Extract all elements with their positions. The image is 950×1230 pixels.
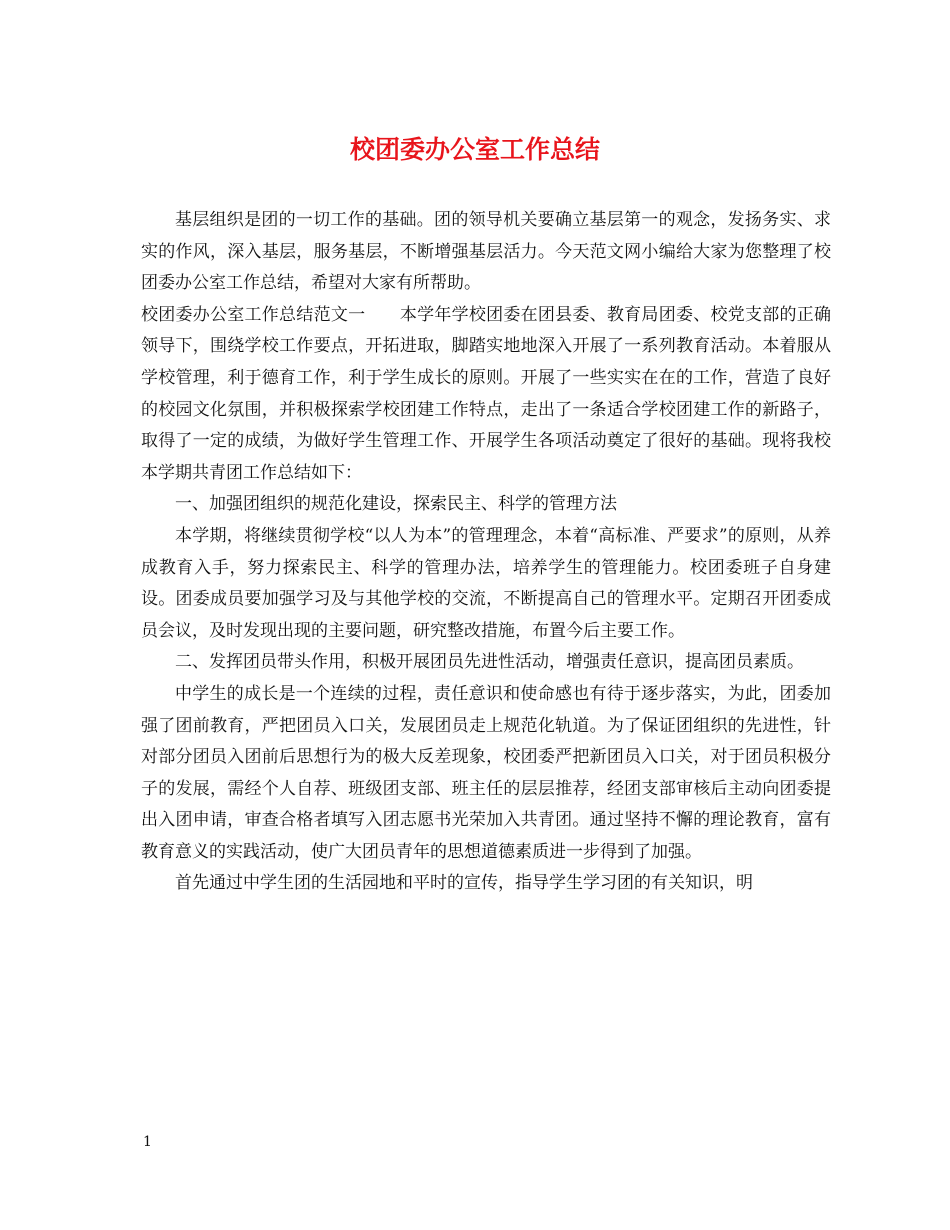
paragraph-sample-one: 校团委办公室工作总结范文一 本学年学校团委在团县委、教育局团委、校党支部的正确领导下，围绕学校工作要点，开拓进取，脚踏实地地深入开展了一系列教育活动。本着服从学校管理，利于德育工作，利于学生成长的原则。开展了一些实实在在的工作，营造了良好的校园文化氛围，并积极探索学校团建工作特点，走出了一条适合学校团建工作的新路子，取得了一定的成绩，为做好学生管理工作、开展学生各项活动奠定了很好的基础。现将我校本学期共青团工作总结如下： <box>141 304 831 483</box>
page-number: 1 <box>143 1134 152 1150</box>
paragraph-management: 本学期，将继续贯彻学校“以人为本”的管理理念，本着“高标准、严要求”的原则，从养成教育入手，努力探索民主、科学的管理办法，培养学生的管理能力。校团委班子自身建设。团委成员要加强学习及与其他学校的交流，不断提高自己的管理水平。定期召开团委成员会议，及时发现出现的主要问题，研究整改措施，布置今后主要工作。 <box>141 525 831 641</box>
paragraph-growth: 中学生的成长是一个连续的过程，责任意识和使命感也有待于逐步落实，为此，团委加强了团前教育，严把团员入口关，发展团员走上规范化轨道。为了保证团组织的先进性，针对部分团员入团前后思想行为的极大反差现象，校团委严把新团员入口关，对于团员积极分子的发展，需经个人自荐、班级团支部、班主任的层层推荐，经团支部审核后主动向团委提出入团申请，审查合格者填写入团志愿书光荣加入共青团。通过坚持不懈的理论教育，富有教育意义的实践活动，使广大团员青年的思想道德素质进一步得到了加强。 <box>141 683 831 862</box>
paragraph-publicity: 首先通过中学生团的生活园地和平时的宣传，指导学生学习团的有关知识，明 <box>175 873 753 894</box>
document-body <box>141 205 831 900</box>
section-heading-two: 二、发挥团员带头作用，积极开展团员先进性活动，增强责任意识，提高团员素质。 <box>175 652 804 673</box>
document-title: 校团委办公室工作总结 <box>349 135 600 164</box>
section-heading-one: 一、加强团组织的规范化建设，探索民主、科学的管理方法 <box>175 494 617 515</box>
paragraph-intro: 基层组织是团的一切工作的基础。团的领导机关要确立基层第一的观念，发扬务实、求实的作风，深入基层，服务基层，不断增强基层活力。今天范文网小编给大家为您整理了校团委办公室工作总结，希望对大家有所帮助。 <box>141 210 831 294</box>
